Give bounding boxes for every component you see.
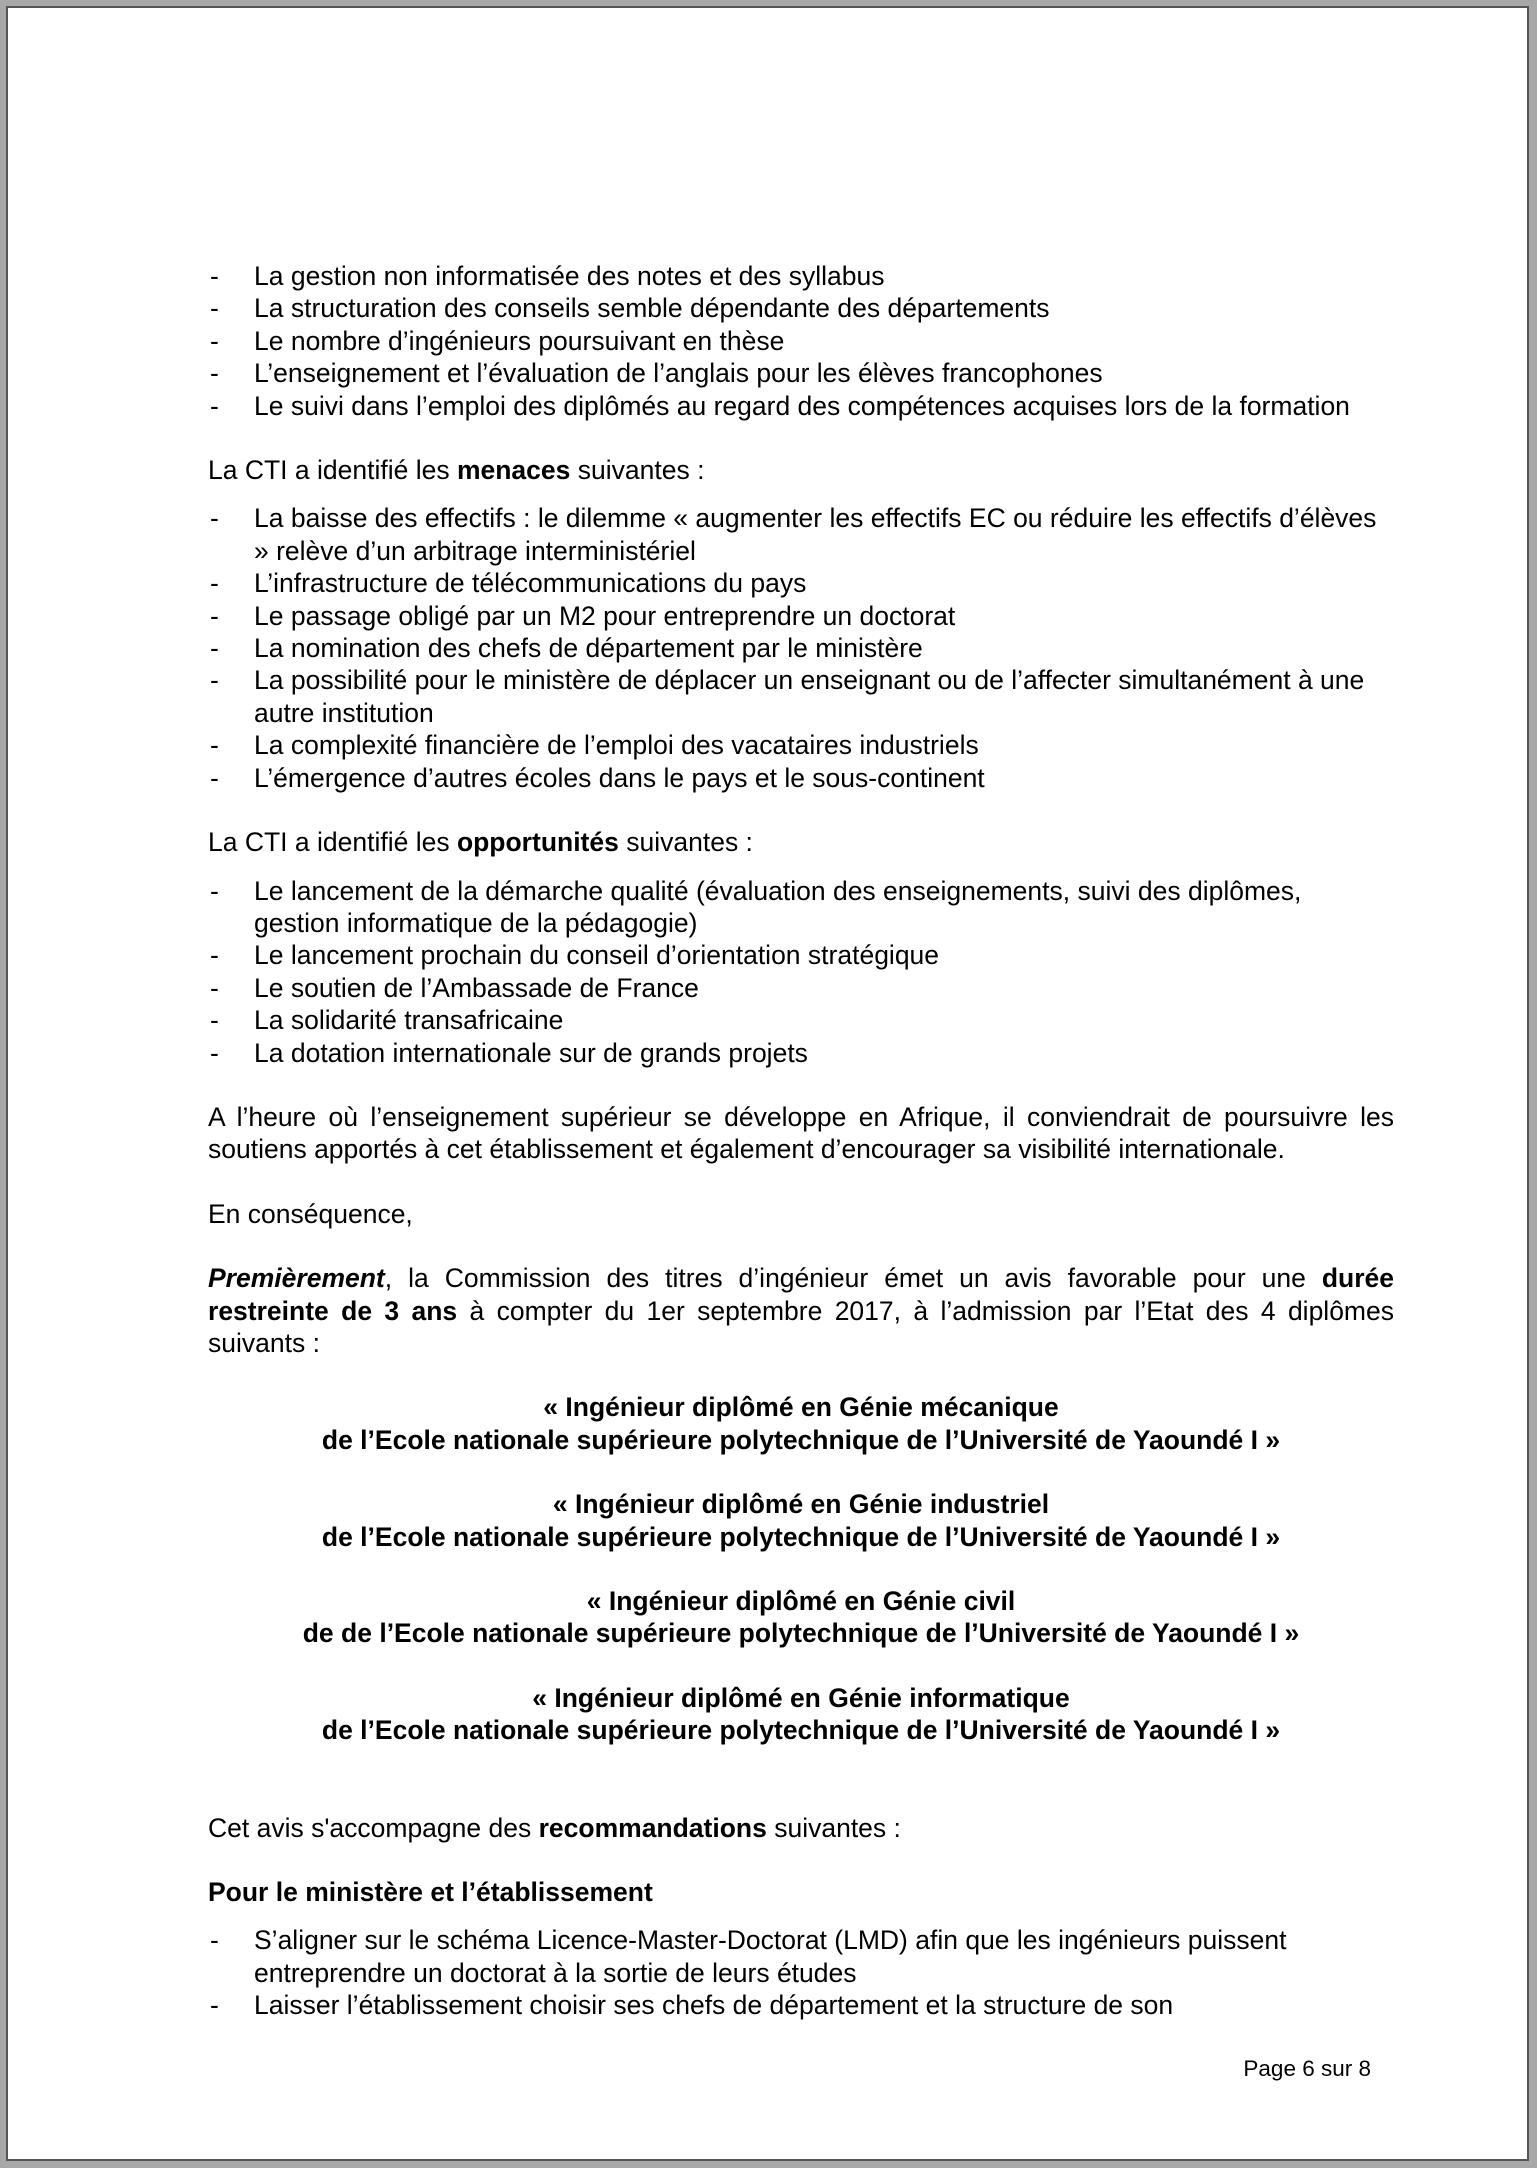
opportunites-list — [208, 875, 1394, 1069]
list-item: - Le nombre d’ingénieurs poursuivant en thèse — [208, 325, 1394, 357]
list-item: - S’aligner sur le schéma Licence-Master-Doctorat (LMD) afin que les ingénieurs puissent entreprendre un doctorat à la sortie de leurs études — [208, 1924, 1394, 1989]
diploma-title: « Ingénieur diplômé en Génie civil — [586, 1586, 1016, 1616]
intro-text: suivantes : — [570, 455, 705, 486]
diploma-title: « Ingénieur diplômé en Génie mécanique — [543, 1392, 1059, 1423]
conclusion-paragraph: A l’heure où l’enseignement supérieur se développe en Afrique, il conviendrait de poursuivre les soutiens apportés à cet établissement et également d’encourager sa visibilité internationale. — [208, 1101, 1394, 1165]
intro-text: Cet avis s'accompagne des — [208, 1812, 539, 1843]
decision-text: , la Commission des titres d’ingénieur émet un avis favorable pour une — [384, 1263, 1322, 1294]
intro-text: La CTI a identifié les — [208, 827, 457, 858]
list-item: - La complexité financière de l’emploi des vacataires industriels — [208, 729, 1394, 761]
opportunites-intro — [208, 826, 1394, 858]
intro-bold: menaces — [456, 455, 571, 486]
document-page — [6, 6, 1529, 2161]
diploma-block — [208, 1391, 1394, 1456]
list-item: - La possibilité pour le ministère de déplacer un enseignant ou de l’affecter simultanément à une autre institution — [208, 664, 1394, 729]
diploma-school: de l’Ecole nationale supérieure polytechnique de l’Université de Yaoundé I » — [321, 1521, 1281, 1552]
diploma-block — [208, 1585, 1394, 1650]
menaces-list — [208, 502, 1394, 794]
diploma-title: « Ingénieur diplômé en Génie industriel — [552, 1489, 1050, 1520]
list-item: - Le lancement de la démarche qualité (évaluation des enseignements, suivi des diplômes, gestion informatique de la pédagogie) — [208, 875, 1394, 940]
list-item: - La solidarité transafricaine — [208, 1004, 1394, 1036]
intro-bold: opportunités — [456, 827, 619, 858]
diploma-block — [208, 1682, 1394, 1747]
diploma-block — [208, 1488, 1394, 1553]
list-item: - La structuration des conseils semble dépendante des départements — [208, 292, 1394, 324]
page-number: Page 6 sur 8 — [1243, 2056, 1371, 2081]
diploma-school: de l’Ecole nationale supérieure polytechnique de l’Université de Yaoundé I » — [321, 1715, 1281, 1746]
list-item: - L’enseignement et l’évaluation de l’anglais pour les élèves francophones — [208, 357, 1394, 389]
list-item: - L’émergence d’autres écoles dans le pays et le sous-continent — [208, 762, 1394, 794]
list-item: - Le passage obligé par un M2 pour entreprendre un doctorat — [208, 600, 1394, 632]
diploma-school: de l’Ecole nationale supérieure polytechnique de l’Université de Yaoundé I » — [321, 1424, 1281, 1455]
decision-text: à compter du 1er septembre 2017, à l’admission par l’Etat des 4 diplômes suivants : — [208, 1295, 1394, 1358]
intro-text: suivantes : — [766, 1812, 901, 1843]
list-item: - Le lancement prochain du conseil d’orientation stratégique — [208, 939, 1394, 971]
faiblesses-list — [208, 260, 1394, 422]
intro-text: suivantes : — [618, 827, 753, 858]
intro-bold: recommandations — [538, 1812, 767, 1843]
list-item: - La dotation internationale sur de grands projets — [208, 1037, 1394, 1069]
list-item: - L’infrastructure de télécommunications du pays — [208, 567, 1394, 599]
list-item: - Laisser l’établissement choisir ses chefs de département et la structure de son — [208, 1989, 1394, 2021]
section-heading — [208, 1876, 1394, 1908]
list-item: - La gestion non informatisée des notes et des syllabus — [208, 260, 1394, 292]
diploma-school: de de l’Ecole nationale supérieure polytechnique de l’Université de Yaoundé I » — [302, 1618, 1300, 1649]
decision-duration: durée restreinte de 3 ans — [208, 1263, 1394, 1326]
list-item: - La nomination des chefs de département par le ministère — [208, 632, 1394, 664]
section-title: Pour le ministère et l’établissement — [208, 1877, 653, 1908]
intro-text: La CTI a identifié les — [208, 455, 457, 486]
list-item: - La baisse des effectifs : le dilemme « augmenter les effectifs EC ou réduire les effectifs d’élèves » relève d’un arbitrage interministériel — [208, 502, 1394, 567]
recommandations-list — [208, 1924, 1394, 2021]
list-item: - Le suivi dans l’emploi des diplômés au regard des compétences acquises lors de la formation — [208, 390, 1394, 422]
menaces-intro — [208, 454, 1394, 486]
recommandations-intro — [208, 1812, 1394, 1844]
decision-lead: Premièrement — [208, 1263, 385, 1294]
diploma-title: « Ingénieur diplômé en Génie informatique — [532, 1682, 1070, 1713]
page-content — [208, 260, 1394, 2022]
list-item: - Le soutien de l’Ambassade de France — [208, 972, 1394, 1004]
consequence-text: En conséquence, — [208, 1198, 413, 1229]
decision-paragraph — [208, 1262, 1394, 1359]
